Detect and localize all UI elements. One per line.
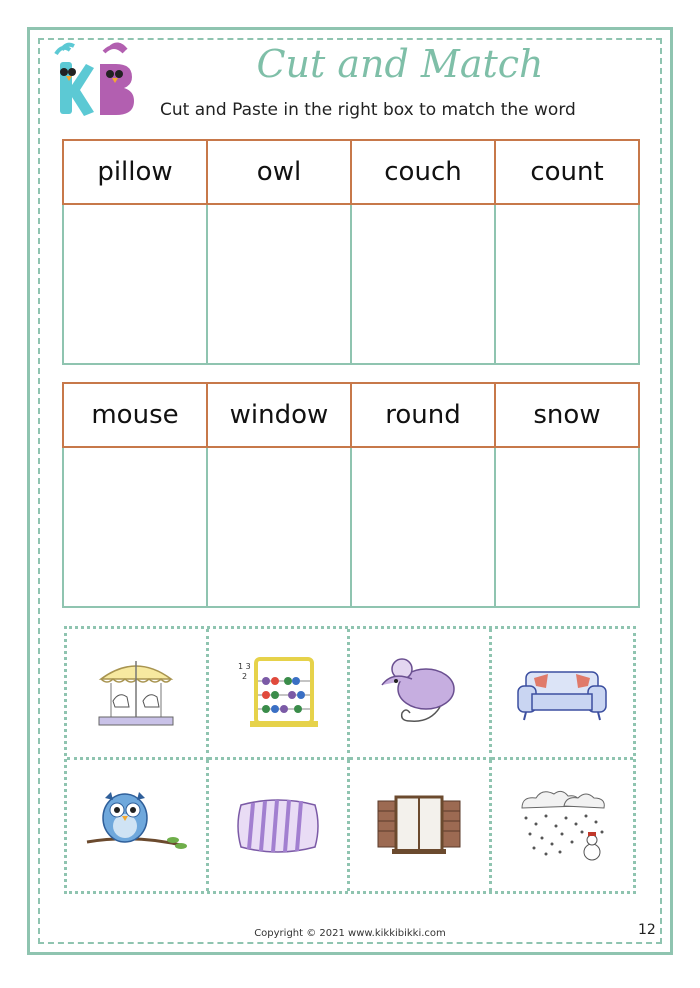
paste-box[interactable] — [495, 447, 639, 607]
picture-cell-abacus[interactable] — [209, 629, 351, 760]
window-icon — [374, 791, 464, 861]
picture-cell-couch[interactable] — [492, 629, 634, 760]
picture-cell-carousel[interactable] — [67, 629, 209, 760]
paste-box[interactable] — [63, 204, 207, 364]
carousel-icon — [91, 653, 181, 733]
picture-cell-owl[interactable] — [67, 760, 209, 891]
word-table-2 — [62, 382, 640, 608]
word-cell: mouse — [63, 383, 207, 447]
paste-box[interactable] — [207, 447, 351, 607]
copyright-text: Copyright © 2021 www.kikkibikki.com — [254, 928, 446, 939]
mouse-icon — [374, 651, 464, 735]
pillow-icon — [233, 791, 323, 861]
kb-logo — [48, 40, 140, 120]
word-cell: couch — [351, 140, 495, 204]
svg-text:2: 2 — [241, 672, 247, 681]
paste-box[interactable] — [495, 204, 639, 364]
owl-icon — [81, 784, 191, 868]
paste-box[interactable] — [207, 204, 351, 364]
word-cell: owl — [207, 140, 351, 204]
word-cell: count — [495, 140, 639, 204]
word-cell: window — [207, 383, 351, 447]
instruction-text: Cut and Paste in the right box to match the word — [160, 100, 576, 120]
word-table-1 — [62, 139, 640, 365]
word-cell: snow — [495, 383, 639, 447]
picture-grid — [64, 626, 636, 894]
page-title: Cut and Match — [256, 42, 544, 86]
word-cell: pillow — [63, 140, 207, 204]
paste-box[interactable] — [351, 204, 495, 364]
paste-box[interactable] — [351, 447, 495, 607]
couch-icon — [512, 658, 612, 728]
picture-cell-pillow[interactable] — [209, 760, 351, 891]
picture-cell-window[interactable] — [350, 760, 492, 891]
abacus-icon — [232, 653, 324, 733]
paste-box[interactable] — [63, 447, 207, 607]
snow-icon — [512, 786, 612, 866]
word-cell: round — [351, 383, 495, 447]
picture-cell-snow[interactable] — [492, 760, 634, 891]
page-number: 12 — [638, 922, 656, 938]
picture-cell-mouse[interactable] — [350, 629, 492, 760]
svg-text:1 3: 1 3 — [237, 662, 251, 671]
